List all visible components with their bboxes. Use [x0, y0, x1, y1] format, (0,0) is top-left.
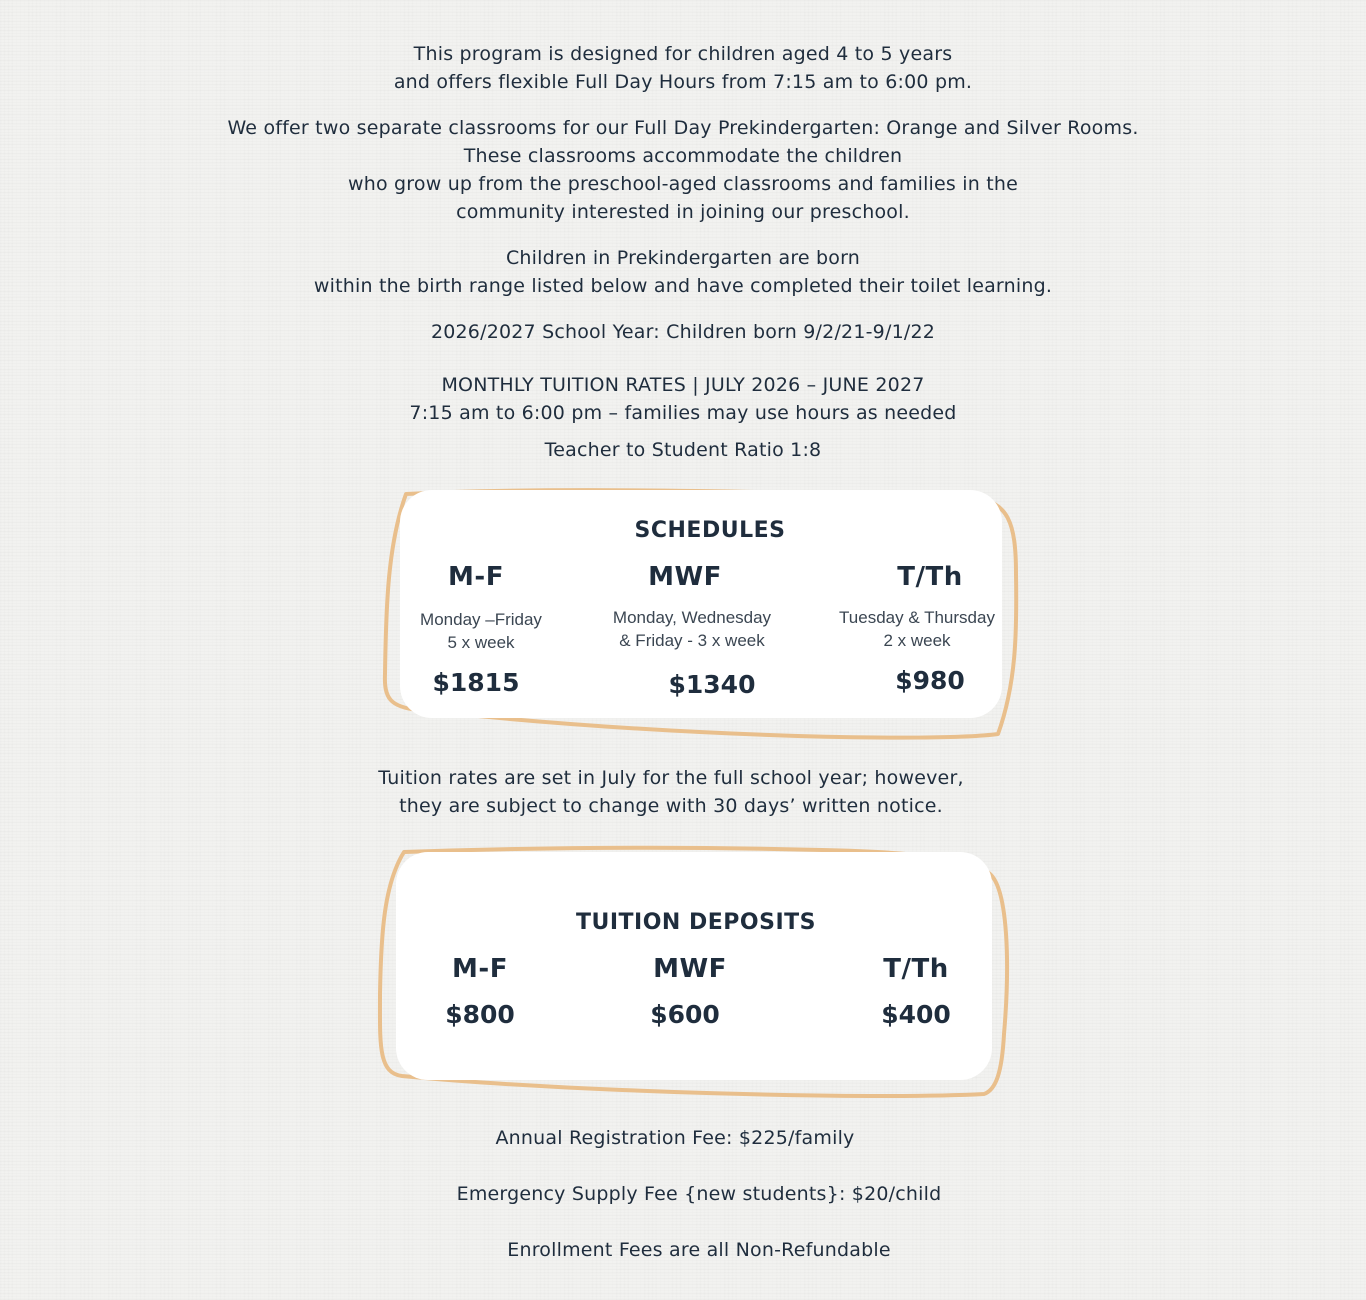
- schedule-mf-price: $1815: [432, 668, 520, 697]
- schedules-title: SCHEDULES: [634, 518, 786, 543]
- refund-policy-text: Enrollment Fees are all Non-Refundable: [507, 1239, 891, 1261]
- intro-line-1: This program is designed for children aged 4 to 5 years: [413, 43, 953, 65]
- deposit-mf-code: M-F: [452, 954, 508, 984]
- schedule-mwf: [592, 562, 792, 699]
- schedule-tth: [832, 562, 1002, 695]
- rates-heading: MONTHLY TUITION RATES | JULY 2026 – JUNE 2027: [441, 374, 925, 396]
- eligibility-line-1: Children in Prekindergarten are born: [505, 247, 861, 269]
- deposits-title: TUITION DEPOSITS: [575, 910, 817, 935]
- schedule-mf-code: M-F: [448, 562, 504, 592]
- intro-paragraph: [0, 40, 1366, 96]
- schedule-mwf-desc-1: Monday, Wednesday: [612, 608, 772, 627]
- rates-hours: 7:15 am to 6:00 pm – families may use hours as needed: [409, 402, 957, 424]
- schedule-mf: [400, 562, 562, 697]
- schedule-mwf-price: $1340: [668, 670, 756, 699]
- schedule-mwf-desc-2: & Friday - 3 x week: [619, 631, 765, 650]
- schedule-tth-code: T/Th: [897, 562, 963, 592]
- schedule-tth-desc-2: 2 x week: [883, 631, 951, 650]
- classrooms-line-1: We offer two separate classrooms for our Full Day Prekindergarten: Orange and Silver Rooms.: [227, 117, 1139, 139]
- registration-fee-text: Annual Registration Fee: $225/family: [495, 1127, 855, 1149]
- intro-line-2: and offers flexible Full Day Hours from 7:15 am to 6:00 pm.: [393, 71, 973, 93]
- eligibility-paragraph: [0, 244, 1366, 300]
- ratio-text: Teacher to Student Ratio 1:8: [544, 439, 822, 461]
- deposit-tth-code: T/Th: [883, 954, 949, 984]
- schedule-tth-desc-1: Tuesday & Thursday: [839, 608, 995, 627]
- classrooms-line-3: who grow up from the preschool-aged classrooms and families in the: [347, 173, 1019, 195]
- deposit-mf: [420, 954, 540, 1029]
- notice-line-2: they are subject to change with 30 days’ written notice.: [399, 795, 943, 817]
- deposit-mf-price: $800: [445, 1000, 515, 1029]
- deposit-tth: [856, 954, 976, 1029]
- deposit-mwf: [630, 954, 750, 1029]
- schedule-mf-desc-2: 5 x week: [447, 633, 515, 652]
- deposit-mwf-code: MWF: [653, 954, 727, 984]
- rates-block: [0, 371, 1366, 427]
- classrooms-paragraph: [0, 114, 1366, 226]
- supply-fee-text: Emergency Supply Fee {new students}: $20/child: [456, 1183, 942, 1205]
- eligibility-line-2: within the birth range listed below and have completed their toilet learning.: [313, 275, 1053, 297]
- schedule-mwf-code: MWF: [648, 562, 722, 592]
- notice-line-1: Tuition rates are set in July for the full school year; however,: [378, 767, 964, 789]
- schedule-tth-price: $980: [895, 666, 965, 695]
- deposit-tth-price: $400: [881, 1000, 951, 1029]
- deposit-mwf-price: $600: [650, 1000, 720, 1029]
- notice-paragraph: [0, 764, 1354, 820]
- classrooms-line-4: community interested in joining our preschool.: [456, 201, 910, 223]
- schedule-mf-desc-1: Monday –Friday: [420, 610, 542, 629]
- classrooms-line-2: These classrooms accommodate the children: [463, 145, 903, 167]
- school-year-text: 2026/2027 School Year: Children born 9/2/21-9/1/22: [430, 321, 936, 343]
